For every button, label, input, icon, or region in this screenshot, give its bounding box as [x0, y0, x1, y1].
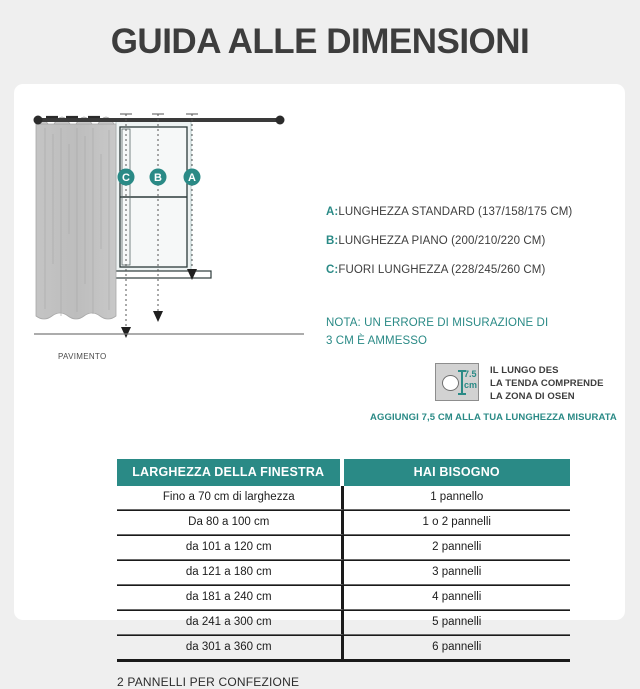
legend-item-c — [326, 264, 616, 276]
table-cell-width: da 241 a 300 cm — [117, 610, 344, 635]
table-row — [117, 635, 570, 662]
svg-text:A: A — [188, 172, 196, 184]
table-row — [117, 560, 570, 585]
legend-key-b: B: — [326, 235, 339, 247]
osen-note — [490, 364, 630, 403]
measurement-note-line2: 3 CM È AMMESSO — [326, 335, 428, 347]
table-row — [117, 486, 570, 510]
table-cell-width: da 101 a 120 cm — [117, 535, 344, 560]
legend-key-a: A: — [326, 206, 339, 218]
grommet-cap-bottom-icon — [458, 393, 466, 395]
osen-note-line1: IL LUNGO DES — [490, 365, 559, 376]
rod-finial-left — [34, 116, 43, 125]
grommet-measure-value: 7.5 — [464, 369, 477, 379]
table-header-need: HAI BISOGNO — [344, 459, 571, 486]
add-length-note: AGGIUNGI 7,5 CM ALLA TUA LUNGHEZZA MISURATA — [370, 412, 617, 423]
table-cell-need: 2 pannelli — [344, 535, 571, 560]
legend-text-b: LUNGHEZZA PIANO (200/210/220 CM) — [338, 235, 546, 247]
footer-note: 2 PANNELLI PER CONFEZIONE — [117, 675, 300, 689]
table-row — [117, 610, 570, 635]
legend-text-a: LUNGHEZZA STANDARD (137/158/175 CM) — [338, 206, 573, 218]
osen-note-line3: LA ZONA DI OSEN — [490, 391, 575, 402]
measurement-note-line1: NOTA: UN ERRORE DI MISURAZIONE DI — [326, 317, 549, 329]
legend-text-c: FUORI LUNGHEZZA (228/245/260 CM) — [338, 264, 546, 276]
grommet-measure-unit: cm — [464, 380, 478, 390]
table-row — [117, 535, 570, 560]
grommet-icon — [435, 363, 479, 401]
table-cell-need: 3 pannelli — [344, 560, 571, 585]
table-cell-need: 5 pannelli — [344, 610, 571, 635]
table-cell-need: 6 pannelli — [344, 635, 571, 662]
table-row — [117, 585, 570, 610]
size-table — [117, 459, 570, 662]
grommet-measure-label — [464, 369, 477, 391]
table-header-width: LARGHEZZA DELLA FINESTRA — [117, 459, 344, 486]
grommet-hole-icon — [442, 375, 459, 391]
svg-text:B: B — [154, 172, 162, 184]
table-cell-need: 1 pannello — [344, 486, 571, 510]
table-body — [117, 486, 570, 662]
table-cell-width: Fino a 70 cm di larghezza — [117, 486, 344, 510]
table-header-row — [117, 459, 570, 486]
marker-b — [150, 169, 167, 186]
marker-a — [184, 169, 201, 186]
curtain-diagram — [14, 84, 314, 359]
table-cell-need: 4 pannelli — [344, 585, 571, 610]
table-cell-width: Da 80 a 100 cm — [117, 510, 344, 535]
page-title: GUIDA ALLE DIMENSIONI — [110, 22, 530, 61]
osen-note-line2: LA TENDA COMPRENDE — [490, 378, 604, 389]
svg-text:C: C — [122, 172, 130, 184]
legend — [326, 206, 616, 293]
legend-key-c: C: — [326, 264, 339, 276]
legend-item-a — [326, 206, 616, 218]
measurement-note — [326, 314, 616, 350]
marker-c — [118, 169, 135, 186]
grommet-measure-bar-icon — [461, 371, 463, 395]
floor-label: PAVIMENTO — [58, 352, 107, 361]
table-cell-width: da 181 a 240 cm — [117, 585, 344, 610]
rod-finial-right — [276, 116, 285, 125]
table-cell-width: da 301 a 360 cm — [117, 635, 344, 662]
table-cell-need: 1 o 2 pannelli — [344, 510, 571, 535]
content-card — [14, 84, 625, 689]
curtain-diagram-svg — [14, 84, 314, 364]
table-row — [117, 510, 570, 535]
table-cell-width: da 121 a 180 cm — [117, 560, 344, 585]
legend-item-b — [326, 235, 616, 247]
